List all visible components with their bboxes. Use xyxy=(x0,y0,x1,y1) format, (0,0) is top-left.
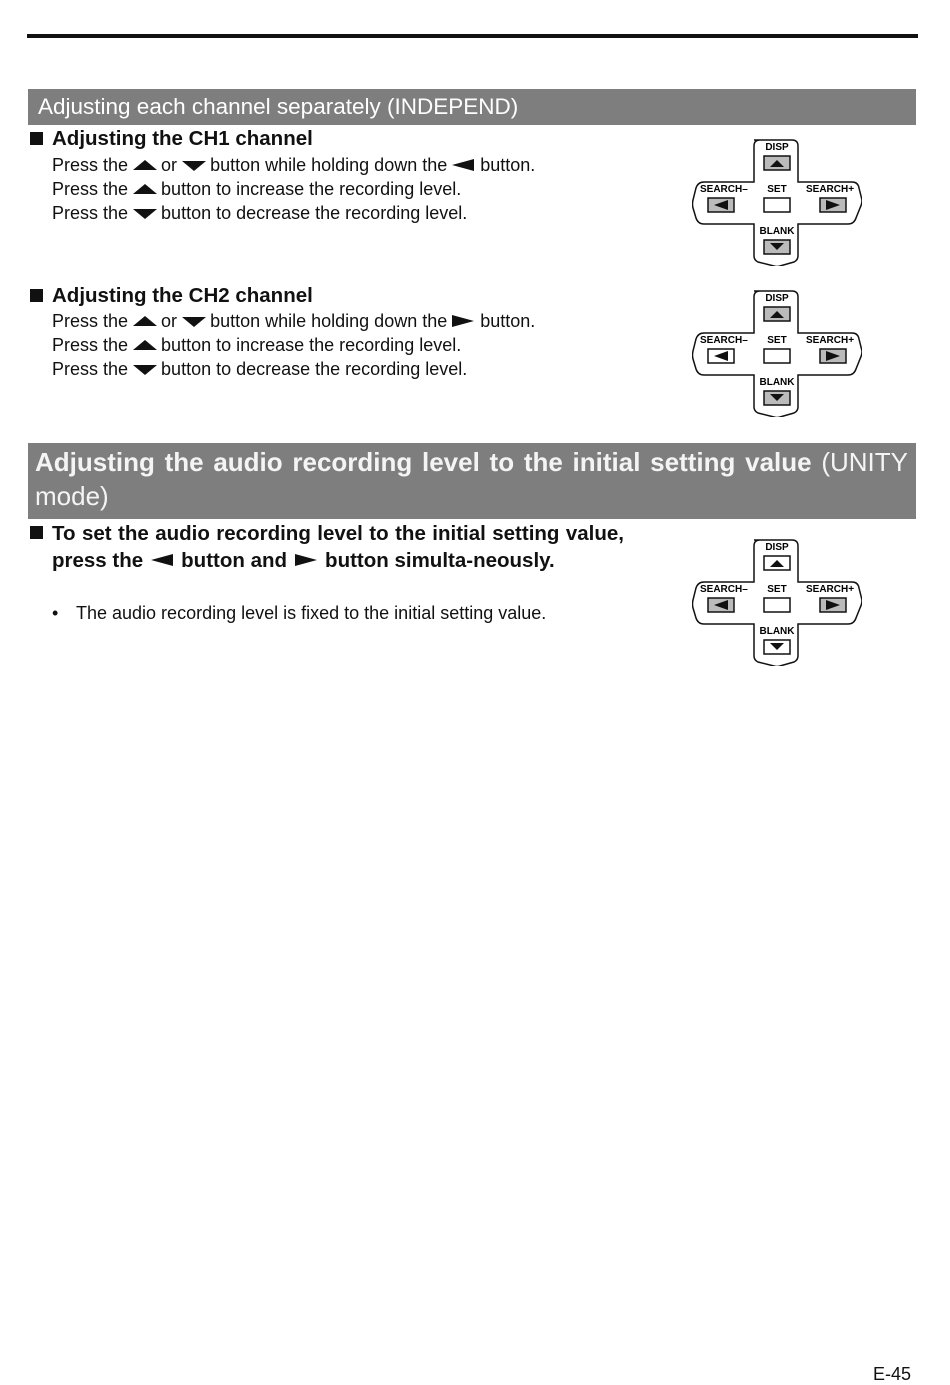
unity-instruction: To set the audio recording level to the initial setting value, press the button and button simulta-neously. xyxy=(52,522,624,572)
set-label: SET xyxy=(767,335,787,346)
ch1-instruction-line-3: Press the button to decrease the recording level. xyxy=(52,203,468,223)
up-triangle-icon xyxy=(133,184,157,194)
square-bullet-icon xyxy=(30,132,43,145)
down-triangle-icon xyxy=(182,161,206,171)
search-plus-label: SEARCH+ xyxy=(806,335,855,346)
disp-label: DISP xyxy=(765,142,789,153)
section-heading-unity: Adjusting the audio recording level to the initial setting value (UNITY mode) xyxy=(28,443,916,519)
up-triangle-icon xyxy=(133,316,157,326)
search-minus-label: SEARCH– xyxy=(700,184,748,195)
bullet-mark: • xyxy=(52,603,59,623)
ch2-instruction-line-2: Press the button to increase the recording level. xyxy=(52,335,462,355)
up-triangle-icon xyxy=(133,340,157,350)
blank-label: BLANK xyxy=(759,226,795,237)
square-bullet-icon xyxy=(30,526,43,539)
button-pad-diagram-unity xyxy=(692,538,862,666)
page-number: E-45 xyxy=(873,1364,912,1384)
blank-label: BLANK xyxy=(759,626,795,637)
ch2-instruction-line-1: Press the or button while holding down the button. xyxy=(52,311,536,331)
disp-label: DISP xyxy=(765,542,789,553)
disp-label: DISP xyxy=(765,293,789,304)
search-minus-label: SEARCH– xyxy=(700,584,748,595)
search-plus-label: SEARCH+ xyxy=(806,184,855,195)
ch1-title: Adjusting the CH1 channel xyxy=(52,127,313,150)
unity-note: • The audio recording level is fixed to the initial setting value. xyxy=(52,603,547,623)
ch1-instruction-line-2: Press the button to increase the recording level. xyxy=(52,179,462,199)
set-label: SET xyxy=(767,184,787,195)
up-triangle-icon xyxy=(133,160,157,170)
left-triangle-icon xyxy=(452,159,474,171)
top-rule xyxy=(27,34,918,38)
right-triangle-icon xyxy=(295,554,317,566)
set-button xyxy=(764,349,790,363)
ch2-title: Adjusting the CH2 channel xyxy=(52,284,313,307)
left-triangle-icon xyxy=(151,554,173,566)
set-label: SET xyxy=(767,584,787,595)
down-triangle-icon xyxy=(133,209,157,219)
down-triangle-icon xyxy=(133,365,157,375)
button-pad-diagram-ch1 xyxy=(692,138,862,266)
ch1-instruction-line-1: Press the or button while holding down the button. xyxy=(52,155,536,175)
right-triangle-icon xyxy=(452,315,474,327)
blank-label: BLANK xyxy=(759,377,795,388)
set-button xyxy=(764,198,790,212)
search-minus-label: SEARCH– xyxy=(700,335,748,346)
square-bullet-icon xyxy=(30,289,43,302)
set-button xyxy=(764,598,790,612)
button-pad-diagram-ch2 xyxy=(692,289,862,417)
section-heading-independ: Adjusting each channel separately (INDEPEND) xyxy=(28,89,916,125)
down-triangle-icon xyxy=(182,317,206,327)
search-plus-label: SEARCH+ xyxy=(806,584,855,595)
ch2-instruction-line-3: Press the button to decrease the recording level. xyxy=(52,359,468,379)
